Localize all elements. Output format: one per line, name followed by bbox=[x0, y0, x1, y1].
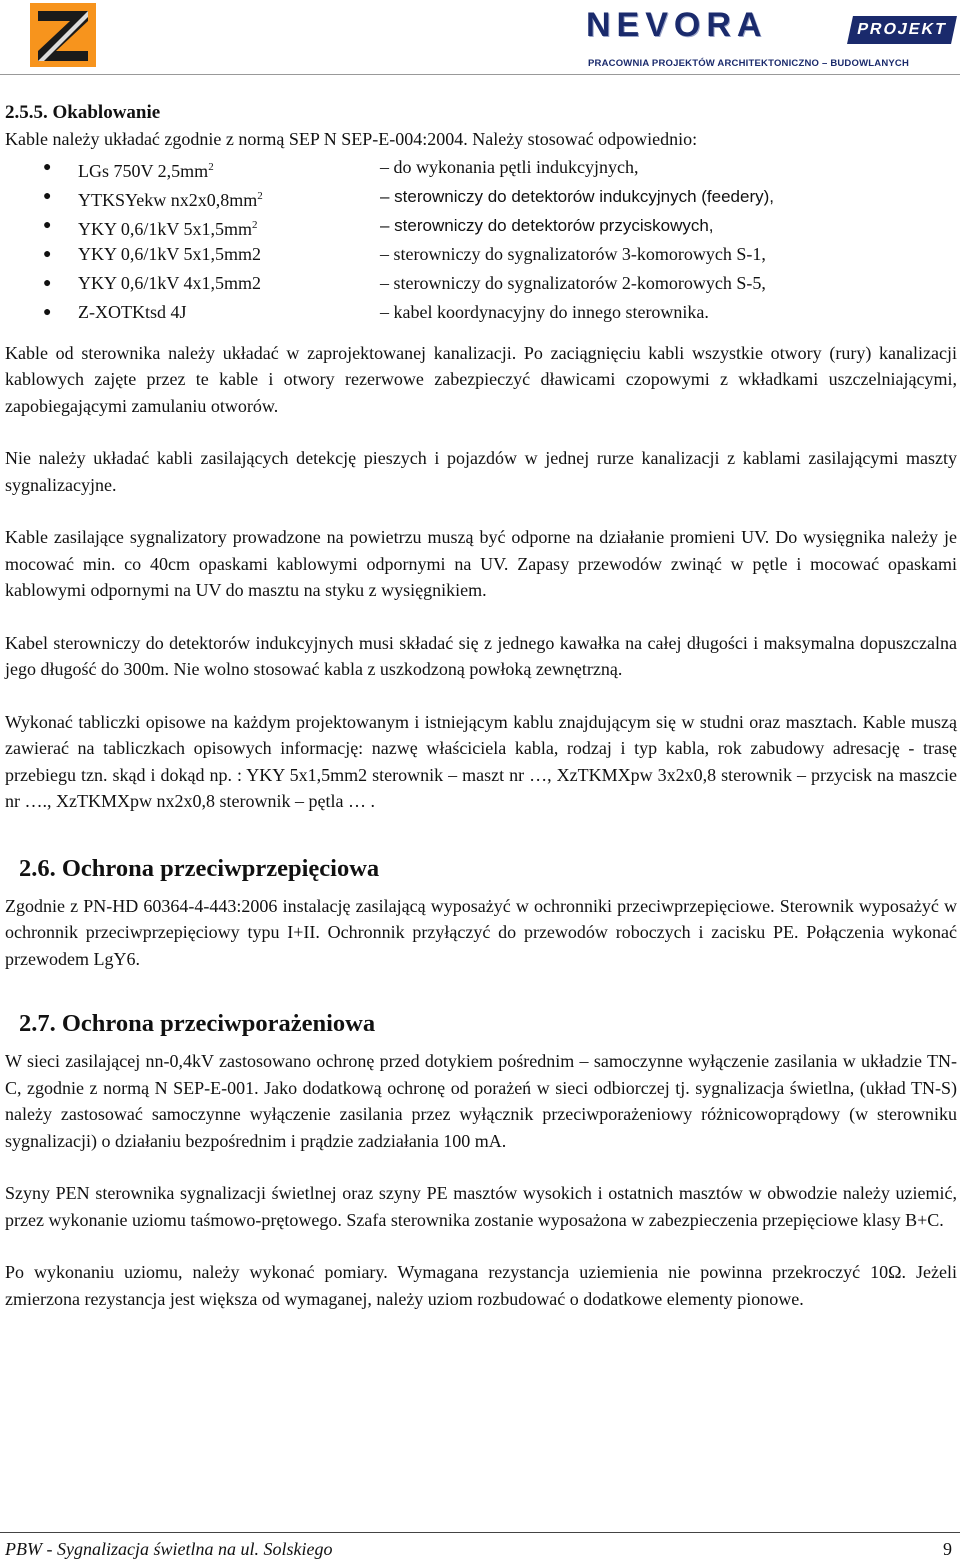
cable-name: YKY 0,6/1kV 4x1,5mm2 bbox=[78, 272, 262, 293]
cable-description: – sterowniczy do detektorów przyciskowych, bbox=[380, 215, 714, 235]
brand-name: NEVORA bbox=[586, 6, 768, 44]
paragraph: Szyny PEN sterownika sygnalizacji świetlnej oraz szyny PE masztów wysokich i ostatnich masztów w obwodzie należy uziemić, przez wykonanie uziomu taśmowo-prętowego. Szafa sterownika zostanie wyposażona w zabezpieczenia przepięciowe klasy B+C. bbox=[5, 1183, 957, 1230]
list-item bbox=[5, 211, 957, 240]
list-item bbox=[5, 153, 957, 182]
list-item bbox=[5, 240, 957, 269]
bullet-icon: ● bbox=[43, 304, 52, 320]
brand-subtitle: PRACOWNIA PROJEKTÓW ARCHITEKTONICZNO – BUDOWLANYCH bbox=[588, 58, 910, 69]
bullet-icon: ● bbox=[43, 217, 52, 233]
paragraph: Kable od sterownika należy układać w zaprojektowanej kanalizacji. Po zaciągnięciu kabli wszystkie otwory (rury) kanalizacji kablowych zajęte przez te kable i otwory rezerwowe zabezpieczyć dławicami czopowymi z wkładkami uszczelniającymi, zapobiegającymi zamulaniu otworów. bbox=[5, 342, 957, 416]
cabling-intro: Kable należy układać zgodnie z normą SEP N SEP-E-004:2004. Należy stosować odpowiednio: bbox=[5, 129, 698, 149]
z-logo-icon bbox=[30, 3, 96, 67]
list-item bbox=[5, 269, 957, 298]
cable-description: – sterowniczy do sygnalizatorów 3-komorowych S-1, bbox=[380, 243, 766, 264]
section-heading-2-7: 2.7. Ochrona przeciwporażeniowa bbox=[19, 1010, 376, 1037]
cable-description: – do wykonania pętli indukcyjnych, bbox=[380, 156, 639, 177]
header-divider bbox=[0, 74, 960, 75]
paragraph: Po wykonaniu uziomu, należy wykonać pomiary. Wymagana rezystancja uziemienia nie powinna przekroczyć 10Ω. Jeżeli zmierzona rezystancja jest większa od wymaganej, należy uziom rozbudować o dodatkowe elementy pionowe. bbox=[5, 1262, 957, 1309]
section-heading-2-5-5: 2.5.5. Okablowanie bbox=[5, 102, 161, 123]
cable-description: – kabel koordynacyjny do innego sterownika. bbox=[380, 301, 709, 322]
cable-name: YTKSYekw $nx2x0,8mm^2$ bbox=[78, 189, 263, 210]
cable-name: YKY 0,6/1kV 5x1,5mm2 bbox=[78, 243, 262, 264]
paragraph: Zgodnie z PN-HD 60364-4-443:2006 instalację zasilającą wyposażyć w ochronniki przeciwprzepięciowe. Sterownik wyposażyć w ochronnik przeciwprzepięciowy typu I+II. Ochronnik przyłączyć do przewodów roboczych i zacisku PE. Połączenia wykonać przewodem LgY6. bbox=[5, 895, 957, 969]
page-header bbox=[0, 0, 960, 80]
cable-description: – sterowniczy do sygnalizatorów 2-komorowych S-5, bbox=[380, 272, 766, 293]
list-item bbox=[5, 182, 957, 211]
cable-description: – sterowniczy do detektorów indukcyjnych (feedery), bbox=[380, 186, 775, 206]
nevora-logo bbox=[584, 4, 956, 70]
cable-name: YKY 0,6/1kV $5x1,5mm^2$ bbox=[78, 218, 258, 239]
page-number: 9 bbox=[943, 1539, 952, 1559]
list-item bbox=[5, 298, 957, 327]
brand-tag: PROJEKT bbox=[847, 16, 957, 44]
paragraph: Kabel sterowniczy do detektorów indukcyjnych musi składać się z jednego kawałka na całej długości i maksymalna dopuszczalna jego długość do 300m. Nie wolno stosować kabla z uszkodzoną powłoką zewnętrzną. bbox=[5, 632, 957, 679]
paragraph: W sieci zasilającej nn-0,4kV zastosowano ochronę przed dotykiem pośrednim – samoczynne wyłączenie zasilania w układzie TN-C, zgodnie z normą N SEP-E-001. Jako dodatkową ochronę od porażeń w sieci odbiorczej tj. sygnalizacja świetlna, (układ TN-S) należy zastosować samoczynne wyłączenie zasilania przez wyłącznik przeciwporażeniowy różnicowoprądowy (w sterowniku sygnalizacji) o działaniu bezpośrednim i prądzie zadziałania 100 mA. bbox=[5, 1051, 957, 1151]
bullet-icon: ● bbox=[43, 246, 52, 262]
paragraph: Nie należy układać kabli zasilających detekcję pieszych i pojazdów w jednej rurze kanalizacji z kablami zasilającymi maszty sygnalizacyjne. bbox=[5, 448, 957, 495]
bullet-icon: ● bbox=[43, 159, 52, 175]
section-heading-2-6: 2.6. Ochrona przeciwprzepięciowa bbox=[19, 854, 380, 882]
cable-list bbox=[5, 153, 957, 327]
cable-name: LGs 750V $2,5mm^2$ bbox=[78, 160, 214, 181]
footer-divider bbox=[0, 1532, 960, 1533]
paragraph: Wykonać tabliczki opisowe na każdym projektowanym i istniejącym kablu znajdującym się w studni oraz masztach. Kable muszą zawierać na tabliczkach opisowych informację: nazwę właściciela kabla, rodzaj i typ kabla, rok zabudowy adresację - trasę przebiegu tzn. skąd i dokąd np. : YKY 5x1,5mm2 sterownik – maszt nr …, XzTKMXpw 3x2x0,8 sterownik – przycisk na maszcie nr …., XzTKMXpw nx2x0,8 sterownik – pętla … . bbox=[5, 711, 957, 811]
document-body bbox=[5, 100, 957, 1312]
paragraph: Kable zasilające sygnalizatory prowadzone na powietrzu muszą być odporne na działanie promieni UV. Do wysięgnika należy je mocować min. co 40cm opaskami kablowymi odpornymi na UV. Zapasy przewodów zwinąć w pętle i mocować opaskami kablowymi odpornymi na UV do masztu na styku z wysięgnikiem. bbox=[5, 527, 957, 600]
footer-title: PBW - Sygnalizacja świetlna na ul. Solskiego bbox=[5, 1539, 333, 1559]
cable-name: Z-XOTKtsd 4J bbox=[78, 301, 187, 322]
bullet-icon: ● bbox=[43, 275, 52, 291]
bullet-icon: ● bbox=[43, 188, 52, 204]
